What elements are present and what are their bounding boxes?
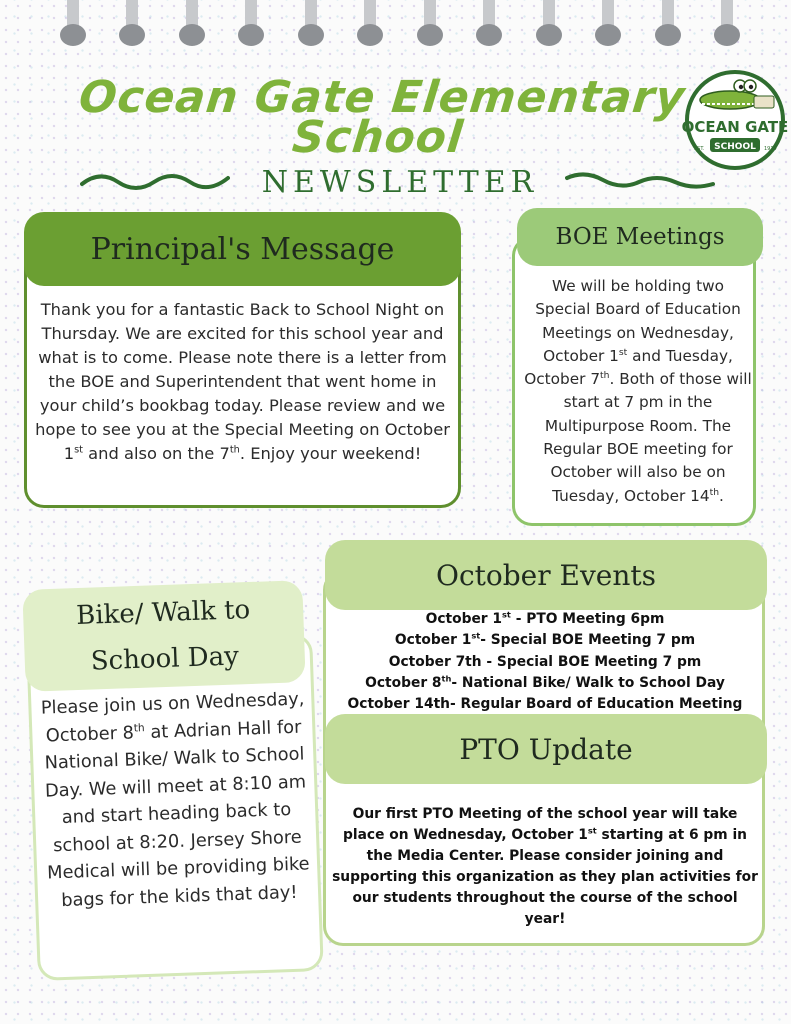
principal-message-heading: Principal's Message bbox=[24, 212, 461, 286]
binding-ring-icon bbox=[417, 0, 443, 48]
spiral-binding bbox=[60, 0, 740, 52]
principal-message-text: Thank you for a fantastic Back to School Night on Thursday. We are excited for this school year and what is to come. Please note there is a letter from the BOE and Superintendent that went home in your child’s bookbag today. Please review and we hope to see you at the Special Meeting on October 1st and also on the 7th. Enjoy your weekend! bbox=[35, 300, 450, 463]
left-wave-decoration-icon bbox=[80, 170, 230, 192]
october-events-list bbox=[330, 609, 760, 715]
bike-walk-text: Please join us on Wednesday, October 8th at Adrian Hall for National Bike/ Walk to School Day. We will meet at 8:10 am and start heading back to school at 8:20. Jersey Shore Medical will be providing bike bags for the kids that day! bbox=[40, 688, 310, 911]
pto-update-text: Our first PTO Meeting of the school year will take place on Wednesday, October 1st starting at 6 pm in the Media Center. Please consider joining and supporting this organization as they plan activities for our students throughout the course of the school year! bbox=[332, 806, 758, 927]
binding-ring-icon bbox=[536, 0, 562, 48]
binding-ring-icon bbox=[595, 0, 621, 48]
binding-ring-icon bbox=[179, 0, 205, 48]
binding-ring-icon bbox=[476, 0, 502, 48]
logo-year: 1914 bbox=[764, 146, 777, 152]
logo-est: EST. bbox=[694, 146, 705, 152]
event-item: October 1st- Special BOE Meeting 7 pm bbox=[394, 630, 696, 649]
boe-meetings-heading: BOE Meetings bbox=[517, 208, 763, 266]
bike-walk-heading-line-1: Bike/ Walk to bbox=[75, 594, 251, 632]
event-item: October 8th- National Bike/ Walk to School Day bbox=[365, 673, 725, 691]
binding-ring-icon bbox=[655, 0, 681, 48]
logo-sub: SCHOOL bbox=[714, 142, 756, 152]
newsletter-heading: NEWSLETTER bbox=[261, 165, 539, 200]
binding-ring-icon bbox=[60, 0, 86, 48]
binding-ring-icon bbox=[119, 0, 145, 48]
school-title: Ocean Gate Elementary School bbox=[76, 72, 688, 163]
logo-name: OCEAN GATE bbox=[681, 118, 789, 136]
event-item: October 7th - Special BOE Meeting 7 pm bbox=[388, 653, 702, 670]
event-item: October 14th- Regular Board of Education Meeting bbox=[347, 696, 743, 713]
binding-ring-icon bbox=[238, 0, 264, 48]
binding-ring-icon bbox=[714, 0, 740, 48]
bike-walk-heading bbox=[22, 580, 305, 692]
binding-ring-icon bbox=[298, 0, 324, 48]
october-events-heading: October Events bbox=[325, 540, 767, 610]
event-item: October 1st - PTO Meeting 6pm bbox=[425, 609, 665, 627]
pto-update-heading: PTO Update bbox=[325, 714, 767, 784]
boe-meetings-text: We will be holding two Special Board of Education Meetings on Wednesday, October 1st and Tuesday, October 7th. Both of those will start at 7 pm in the Multipurpose Room. The Regular BOE meeting for October will also be on Tuesday, October 14th. bbox=[524, 277, 752, 505]
ocean-gate-school-logo bbox=[680, 66, 790, 170]
binding-ring-icon bbox=[357, 0, 383, 48]
right-wave-decoration-icon bbox=[565, 170, 715, 192]
bike-walk-heading-line-2: School Day bbox=[90, 641, 240, 677]
